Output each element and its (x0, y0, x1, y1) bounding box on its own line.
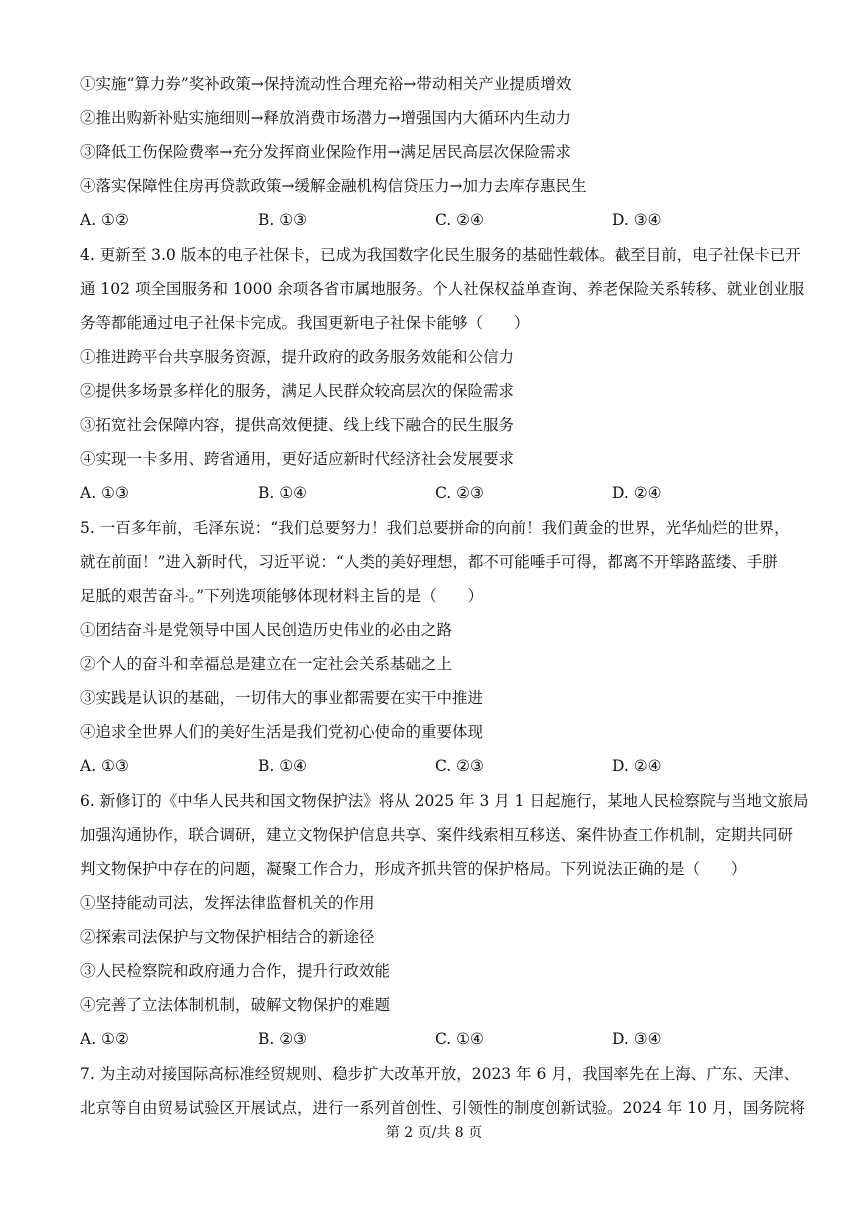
q7-stem-line-2: 北京等自由贸易试验区开展试点，进行一系列首创性、引领性的制度创新试验。2024 年 10 月，国务院将 (80, 1099, 805, 1117)
q6-options (80, 1029, 800, 1049)
q5-item-4: ④追求全世界人们的美好生活是我们党初心使命的重要体现 (80, 723, 484, 741)
q6-stem-line-1: 6. 新修订的《中华人民共和国文物保护法》将从 2025 年 3 月 1 日起施行，某地人民检察院与当地文旅局 (80, 792, 809, 810)
q3-item-3: ③降低工伤保险费率→充分发挥商业保险作用→满足居民高层次保险需求 (80, 143, 571, 161)
q5-option-b: B. ①④ (258, 757, 308, 775)
q6-item-1: ①坚持能动司法，发挥法律监督机关的作用 (80, 894, 375, 912)
q6-item-3: ③人民检察院和政府通力合作，提升行政效能 (80, 962, 391, 980)
q5-options (80, 756, 800, 776)
q6-item-2: ②探索司法保护与文物保护相结合的新途径 (80, 928, 375, 946)
q5-stem-line-2: 就在前面！”进入新时代，习近平说：“人类的美好理想，都不可能唾手可得，都离不开筚路蓝缕、手胼 (80, 553, 778, 571)
q5-option-c: C. ②③ (435, 757, 484, 775)
q7-stem-line-1: 7. 为主动对接国际高标准经贸规则、稳步扩大改革开放，2023 年 6 月，我国率先在上海、广东、天津、 (80, 1065, 800, 1083)
q6-stem-line-3: 判文物保护中存在的问题，凝聚工作合力，形成齐抓共管的保护格局。下列说法正确的是（ ） (80, 860, 747, 878)
q5-item-1: ①团结奋斗是党领导中国人民创造历史伟业的必由之路 (80, 621, 453, 639)
q6-option-b: B. ②③ (258, 1030, 308, 1048)
q4-stem-line-3: 务等都能通过电子社保卡完成。我国更新电子社保卡能够（ ） (80, 314, 530, 332)
q4-item-3: ③拓宽社会保障内容，提供高效便捷、线上线下融合的民生服务 (80, 416, 515, 434)
q3-option-b: B. ①③ (258, 211, 308, 229)
q6-item-4: ④完善了立法体制机制，破解文物保护的难题 (80, 996, 391, 1014)
q5-item-3: ③实践是认识的基础，一切伟大的事业都需要在实干中推进 (80, 689, 484, 707)
q3-option-d: D. ③④ (612, 211, 662, 229)
q4-stem-line-1: 4. 更新至 3.0 版本的电子社保卡，已成为我国数字化民生服务的基础性载体。截至目前，电子社保卡已开 (80, 246, 801, 264)
q4-option-c: C. ②③ (435, 484, 484, 502)
q3-option-a: A. ①② (80, 211, 129, 229)
q3-item-4: ④落实保障性住房再贷款政策→缓解金融机构信贷压力→加力去库存惠民生 (80, 177, 587, 195)
q4-option-a: A. ①③ (80, 484, 129, 502)
q5-stem-line-1: 5. 一百多年前，毛泽东说：“我们总要努力！我们总要拼命的向前！我们黄金的世界，光华灿烂的世界， (80, 519, 790, 537)
q4-option-b: B. ①④ (258, 484, 308, 502)
q6-option-d: D. ③④ (612, 1030, 662, 1048)
q3-item-1: ①实施“算力券”奖补政策→保持流动性合理充裕→带动相关产业提质增效 (80, 75, 572, 93)
page-number: 第 2 页/共 8 页 (385, 1125, 483, 1141)
q4-item-2: ②提供多场景多样化的服务，满足人民群众较高层次的保险需求 (80, 382, 515, 400)
q5-stem-line-3: 足胝的艰苦奋斗。”下列选项能够体现材料主旨的是（ ） (80, 587, 484, 605)
q3-item-2: ②推出购新补贴实施细则→释放消费市场潜力→增强国内大循环内生动力 (80, 109, 571, 127)
q3-options (80, 210, 800, 230)
q3-option-c: C. ②④ (435, 211, 484, 229)
q5-option-a: A. ①③ (80, 757, 129, 775)
q5-item-2: ②个人的奋斗和幸福总是建立在一定社会关系基础之上 (80, 655, 453, 673)
q4-stem-line-2: 通 102 项全国服务和 1000 余项各省市属地服务。个人社保权益单查询、养老保险关系转移、就业创业服 (80, 280, 805, 298)
q6-option-c: C. ①④ (435, 1030, 484, 1048)
q4-item-4: ④实现一卡多用、跨省通用，更好适应新时代经济社会发展要求 (80, 450, 515, 468)
q6-option-a: A. ①② (80, 1030, 129, 1048)
q4-option-d: D. ②④ (612, 484, 662, 502)
q6-stem-line-2: 加强沟通协作，联合调研，建立文物保护信息共享、案件线索相互移送、案件协查工作机制，定期共同研 (80, 826, 794, 844)
q5-option-d: D. ②④ (612, 757, 662, 775)
q4-item-1: ①推进跨平台共享服务资源，提升政府的政务服务效能和公信力 (80, 348, 515, 366)
q4-options (80, 483, 800, 503)
